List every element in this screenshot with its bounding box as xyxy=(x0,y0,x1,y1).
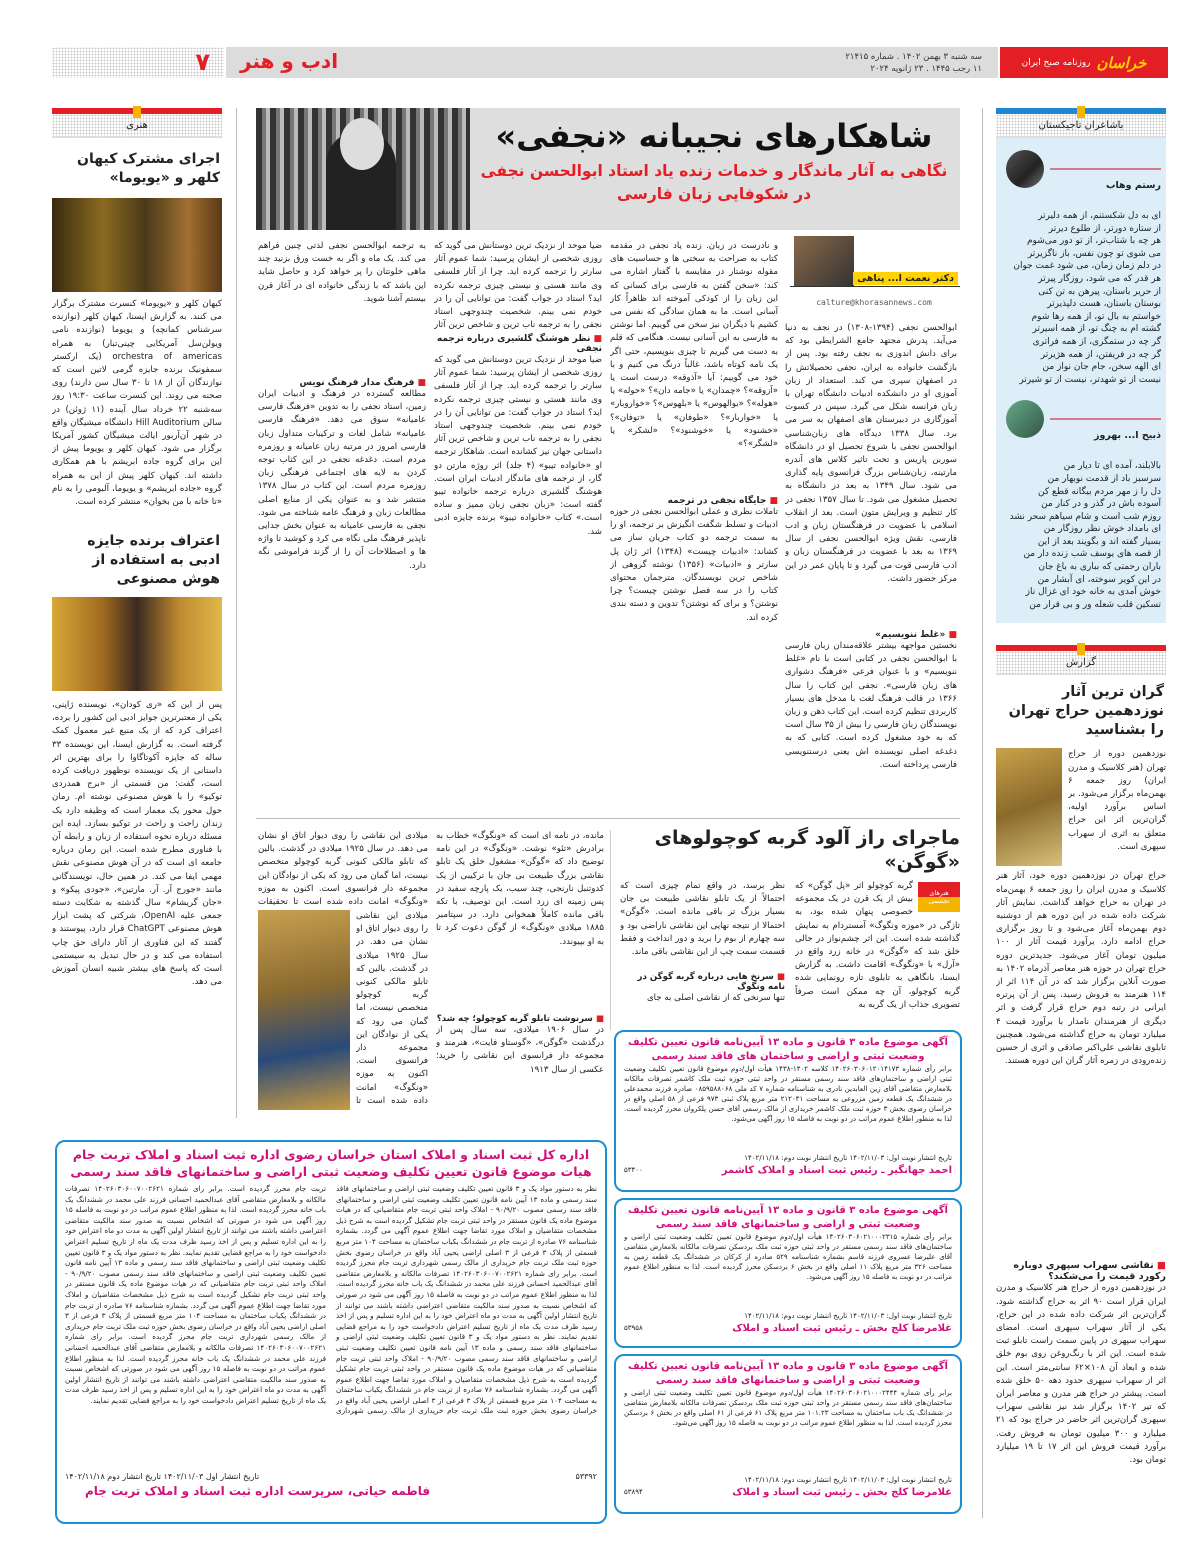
subheading: ■ سرنوشت تابلو گربه کوچولو؛ چه شد؟ xyxy=(436,1014,604,1024)
concert-image xyxy=(52,198,222,292)
column-divider xyxy=(236,108,237,1118)
poem-line: ای بامداد خوش نظر روزگار من xyxy=(1043,524,1161,535)
poem-line: سرسبز باد از قدمت نوبهار من xyxy=(1047,473,1161,484)
article-intro: نوزدهمین دوره از حراج تهران (هنر کلاسیک و مدرن ایران) روز جمعه ۶ بهمن‌ماه برگزار می‌شود. بر اساس برآورد اولیه، گران‌ترین اثر این حراج متعلق به اثری از سهراب سپهری است. xyxy=(1068,749,1166,852)
article-body: حراج تهران در نوزدهمین دوره خود، آثار هنر کلاسیک و مدرن ایران را روز جمعه ۶ بهمن‌ماه در تهران به حراج خواهد گذاشت. نمایش آثار شرکت داده شده در این دوره هم از دوشنبه دوم بهمن‌ماه آغاز می‌شود و تا روز برگزاری حراج ادامه دارد. برآورد قیمت آثار از ۱۰۰ میلیون تومان آغاز می‌شود. جدیدترین دوره حراج تهران در حوزه هنر معاصر آذرماه ۱۴۰۲ به صورت آنلاین برگزار شد که در آن ۱۱۴ اثر از ۱۱۴ هنرمند به فروش رسید. پس از آن پرتره ایرانی در رتبه دوم حراج قرار گرفت و اثر دیگری از هنرمندان نامدار با برآورد قیمت ۴ میلیارد تومان به حراج گذاشته می‌شود. همچنین تابلوی نقاشی علی‌اکبر صادقی و اثری از حسین زنده‌رودی در زمره آثار گران این دوره هستند. xyxy=(996,871,1166,1067)
legal-ad xyxy=(614,1198,962,1348)
ad-body-text: نظر به دستور مواد یک و ۳ قانون تعیین تکلیف وضعیت ثبتی اراضی و ساختمانهای فاقد سند رسمی و ماده ۱۳ آیین نامه قانون تعیین تکلیف وضعیت ثبتی اراضی و ساختمانهای فاقد سند رسمی مصوب ۹۰/۹/۲۰ - املاک واحد ثبتی تربت جام متقاضیانی که در هیات موضوع ماده یک قانون مستقر در واحد ثبتی تربت جام تشکیل گردیده است به شرح ذیل مشخصات متقاضیان و املاک مورد تقاضا جهت اطلاع عموم آگهی می گردد. بشماره شناسنامه ۷۶ صادره از تربت جام در ششدانگ یکباب ساختمان به مساحت ۱۰۴ متر مربع قسمتی از پلاک ۳ فرعی از ۳ اصلی اراضی یحیی آباد واقع در خراسان رضوی بخش حوزه ثبت ملک تربت جام خریداری از مالک رسمی شهرداری تربت جام محرز گردیده است. برابر رای شماره ۱۴۰۲۶۰۳۰۶۰۰۷۰۰۲۶۲۱ تصرفات مالکانه و بلامعارض متقاضی آقای عبدالحمید احسانی فرزند علی محمد در ششدانگ یک باب خانه محرز گردیده است. لذا به منظور اطلاع عموم مراتب در دو نوبت به فاصله ۱۵ روز آگهی می شود در صورتی که اشخاص نسبت به صدور سند مالکیت متقاضی اعتراضی داشته باشند می توانند از تاریخ انتشار اولین آگهی به مدت دو ماه اعتراض خود را به این اداره تسلیم و پس از اخذ رسید ظرف مدت یک ماه از تاریخ تسلیم اعتراض دادخواست خود را به مراجع قضایی تقدیم نمایند. xyxy=(336,1184,597,1342)
article-column: ابوالحسن نجفی (۱۳۹۴-۱۳۰۸) در نجف به دنیا می‌آید. پدرش مجتهد جامع الشرایطی بود که برای دانش اندوزی به نجف رفته بود. پس از بازگشت خانواده به ایران، نجفی تحصیلاتش را در اصفهان سپری می کند. استعداد از زبان آموزی او در دانشکده ادبیات دانشگاه تهران با زبان فرانسه شکل می گیرد. سپس در کسوت آموزگاری در دبیرستان های اصفهان به سر می برد. سال ۱۳۳۸ دیدگاه های زبان‌شناسی ابوالحسن نجفی با شروع تحصیل او در دانشگاه سوربن پاریس و تحت تاثیر کلاس های آندره مارتینه، زبان‌شناس بزرگ فرانسوی پایه گذاری می شود. سال ۱۳۴۹ به بعد در دانشگاه به تحصیل مشغول می شود. تا سال ۱۳۵۷ نجفی در کار تنظیم و ویرایش متون است. بعد از انقلاب اسلامی با عضویت در فرهنگستان زبان و ادب فارسی، نقش ویژه ابوالحسن نجفی از سال ۱۳۶۹ به بعد با عضویت در فرهنگستان زبان و ادب فارسی قوت می گیرد و تا پایان عمر در این مرکز حضور داشت. xyxy=(785,323,957,584)
legal-ad xyxy=(614,1354,962,1514)
section-bar xyxy=(52,108,222,114)
divider xyxy=(256,818,960,819)
page-number: ۷ xyxy=(195,48,210,76)
poem-line: در این کویر سوخته، ای آبشار من xyxy=(1037,574,1161,585)
poetry-section xyxy=(996,108,1166,1492)
subheading-text: نقاشی سهراب سپهری دوباره رکورد قیمت را می‌شکند؟ xyxy=(1013,1260,1166,1283)
poem-line: خوش آمدی به خانه خود ای غزال ناز xyxy=(1025,587,1161,598)
ad-signature: احمد جهانگیر ـ رئیس ثبت اسناد و املاک کاشمر xyxy=(721,1165,952,1176)
gauguin-painting-image xyxy=(258,910,350,1110)
subheading-text: سرنخ هایی درباره گربه گوگن در نامه ونگوگ xyxy=(637,972,785,992)
section-label: گزارش xyxy=(996,651,1166,675)
section-bar xyxy=(996,108,1166,114)
poet-name: رستم وهاب xyxy=(1105,180,1161,191)
legal-ad xyxy=(614,1030,962,1192)
ad-body: برابر رأی شماره ۱۴۰۲۶۰۳۰۶۰۲۱۰۰۰۲۳۱۵ هیأت اول/دوم موضوع قانون تعیین تکلیف وضعیت ثبتی اراضی و ساختمان‌های فاقد سند رسمی مستقر در واحد ثبتی حوزه ثبت ملک بردسکن تصرفات مالکانه بلامعارض متقاضی آقای علیرضا عسروی فرزند قاسم بشماره شناسنامه ۵۲۹ صادره از کرکان در ششدانگ یک قطعه زمین به مساحت ۳۲۶ متر مربع پلاک ۱۱ اصلی واقع در بخش ۶ بردسکن محرز گردیده است. لذا به منظور اطلاع عموم مراتب در دو نوبت به فاصله ۱۵ روز آگهی می‌شود. xyxy=(624,1233,952,1281)
article-column: تاملات نظری و عملی ابوالحسن نجفی در حوزه ادبیات و تسلط شگفت انگیزش بر ترجمه، او را به سمت ترجمه دو کتاب جریان ساز می کشاند: «ادبیات چیست» (۱۳۴۸) اثر ژان پل سارتر و «ادبیات» (۱۳۵۶) نوشته گروهی از شاخص ترین نویسندگان. مترجمان محتوای کتاب را در سه فصل نوشتن چیست؟ چرا نوشتن؟ و برای که نوشتن؟ تدوین و دسته بندی کرده اند. xyxy=(610,507,778,623)
feature-subtitle: نگاهی به آثار ماندگار و خدمات زنده یاد استاد ابوالحسن نجفی در شکوفایی زبان فارسی xyxy=(480,162,948,203)
poem xyxy=(1001,210,1161,386)
feature-title: شاهکارهای نجیبانه «نجفی» xyxy=(495,117,933,155)
poem-line: خواستم به بال تو، از همه رها شوم xyxy=(1031,311,1161,322)
legal-ad xyxy=(55,1140,607,1524)
ad-dates: تاریخ انتشار نوبت اول: ۱۴۰۲/۱۱/۰۳ تاریخ انتشار نوبت دوم: ۱۴۰۲/۱۱/۱۸ xyxy=(744,1154,952,1162)
poem-line: می شوی تو چون نفس، باز ناگزیرتر xyxy=(1027,248,1161,259)
ad-title: آگهی موضوع ماده ۳ قانون و ماده ۱۳ آیین‌نامه قانون تعیین تکلیف وضعیت ثبتی و اراضی و ساختمانهای فاقد سند رسمی xyxy=(628,1205,948,1230)
article-column: مطالعه گسترده در فرهنگ و ادبیات ایران زمین، استاد نجفی را به تدوین «فرهنگ فارسی عامیانه» سوق می دهد. «فرهنگ فارسی عامیانه» شامل لغات و ترکیبات متداول زبان فارسی امروز در مرتبه زبان عامیانه و روزمره مردم است. دغدغه نجفی در این کتاب توجه کردن به لایه های اجتماعی فرهنگی زبان روزمره مردم است. این کتاب در سال ۱۳۷۸ منتشر شد و به عنوان یکی از منابع اصلی مطالعات زبان و فرهنگ عامه شناخته می شود. نجفی به فارسی عامیانه به عنوان بخش جدایی ناپذیر فرهنگ ملی نگاه می کرد و کوشید تا واژه ها و اصطلاحات آن را از گزند فراموشی نگه دارد. xyxy=(258,389,426,571)
ad-title: هیات موضوع قانون تعیین تکلیف وضعیت ثبتی اراضی و ساختمانهای فاقد سند رسمی xyxy=(70,1164,592,1179)
poem-line: ای به دل شکستنم، از همه دلیرتر xyxy=(1038,211,1161,221)
category-badge xyxy=(918,882,960,912)
ad-title: آگهی موضوع ماده ۳ قانون و ماده ۱۳ آیین‌نامه قانون تعیین تکلیف وضعیت ثبتی و اراضی و ساختمانهای فاقد سند رسمی xyxy=(628,1361,948,1386)
ad-signature: غلامرضا کلج بخش ـ رئیس ثبت اسناد و املاک xyxy=(732,1323,952,1334)
poetry-box xyxy=(996,138,1166,623)
ad-code: ۵۳۹۵۸ xyxy=(624,1324,643,1332)
poem-line: تسکین قلب شعله ور و بی قرار من xyxy=(1029,599,1161,610)
ad-code: ۵۳۸۹۴ xyxy=(624,1488,643,1496)
article-column xyxy=(795,880,960,1018)
poem-line: بالابلند، آمده ای تا دیار من xyxy=(1063,461,1161,472)
author-email[interactable]: calture@khorasannews.com xyxy=(816,298,932,307)
poem-line: از حریر باستان، پیرهن به تن کنی xyxy=(1038,286,1161,297)
poem-line: هر چه با شتاب‌تر، از تو دور می‌شوم xyxy=(1026,236,1161,247)
article-column: و نادرست در زبان. زنده یاد نجفی در مقدمه کتاب به صراحت به سختی ها و حساسیت های مقوله نوشتار در مقایسه با گفتار اشاره می کند: «سخن گفتن به فارسی برای کسانی که این زبان را از کودکی آموخته اند ظاهراً کار آسانی است. ما به همان سادگی که نفس می کشیم با دیگران نیز سخن می گوییم. اما نوشتن به فارسی به این آسانی نیست. هنگامی که قلم به دست می گیریم تا چیزی بنویسیم، حتی اگر یک نامه کوتاه باشد، غالباً درنگ می کنیم و با خود می گوییم: آیا «آذوقه» درست است یا «آزوقه»؟ «چمدان» یا «جامه دان»؟ «حوله» یا «هوله»؟ «بوالهوس» یا «بلهوس»؟ «خواروبار» یا «خواربار»؟ «طوفان» یا «توفان»؟ «خشنود» یا «خوشنود»؟ «لشکر» یا «لشگر»؟» xyxy=(610,241,778,450)
poet-name: ذبیح ا... بهروز xyxy=(1094,430,1161,442)
ad-body xyxy=(65,1184,597,1470)
subheading: ■ جایگاه نجفی در ترجمه xyxy=(667,496,778,506)
article-column: تنها سرنخی که از نقاشی اصلی به جای xyxy=(646,993,785,1003)
poem-line: در دلم زمان زمان، می شود غمت جوان xyxy=(1013,261,1161,272)
poet-header xyxy=(1001,400,1161,452)
poem-line: دل را ز مهر مردم بیگانه قطع کن xyxy=(1038,486,1161,497)
poem-line: روزم شب است و شام سیاهم سحر نشد xyxy=(1009,511,1161,522)
ad-dates: تاریخ انتشار نوبت اول: ۱۴۰۲/۱۱/۰۳ تاریخ انتشار نوبت دوم: ۱۴۰۲/۱۱/۱۸ xyxy=(744,1312,952,1320)
legal-ads xyxy=(614,1030,962,1520)
article-column: مانده، در نامه ای است که «ونگوگ» خطاب به برادرش «تئو» نوشت. «ونگوگ» در این نامه توضیح داد که «گوگن» مشغول خلق یک تابلو نقاشی بزرگ طبیعت بی جان با ترکیبی از یک کدوتنبل نارنجی، چند سیب، یک پارچه سفید در پس زمینه ای زرد است. این توصیف، با تکه باقی مانده کاملاً همخوانی دارد. در سپتامبر ۱۸۸۵ میلادی «ونگوگ» از گوگن دعوت کرد تا به او بپیوندد. xyxy=(436,831,604,947)
article-column: ضیا موحد از نزدیک ترین دوستانش می گوید که روزی شخصی از ایشان پرسید: شما عموم آثار سارتر را ترجمه کرده اید. چرا از آثار فلسفی وی مانند هستی و نیستی چیزی ترجمه نکرده اید؟ استاد در جواب گفت: من توانایی آن را در خودم نمی بینم. شخصیت چندوجهی استاد نجفی را به ترجمه ناب ترین و شاخص ترین آثار داستانی جهان نیز کشانده است. شاهکار ترجمه او «خانواده تیبو» (۴ جلد) اثر روژه مارتن دو گار، از ترجمه های ماندگار ادبیات ایران است. هوشنگ گلشیری درباره ترجمه خانواده تیبو گفته است: «زبان نجفی زبان ممیز و ساده است.» کتاب «خانواده تیبو» برنده جایزه ادبی شد. xyxy=(434,355,602,537)
poet-photo xyxy=(1006,150,1044,188)
issue-date xyxy=(845,51,982,75)
poem-line: نیست از تو شهدتر، نیست از تو شیرتر xyxy=(1019,374,1161,385)
subheading: ■ فرهنگ مدار فرهنگ نویس xyxy=(299,378,426,388)
article-column: به ترجمه ابوالحسن نجفی لذتی چنین فراهم می کند. یک ماه و اگر به خست ورق بزنید چند ماهی خلوتتان را پر خواهد کرد و حاصل شاید این باشد که با زندگی خانواده ای در آغاز قرن بیستم آشنا شوید. xyxy=(258,241,426,304)
article-column: در سال ۱۹۰۶ میلادی، سه سال پس از درگذشت «گوگن»، «گوستاو فایت»، هنرمند و مجموعه دار فرانسوی این نقاشی را خرید؛ عکسی از سال ۱۹۱۳ xyxy=(436,1025,604,1075)
poem-line: از قصه های یوسف شب زنده دار من xyxy=(1023,549,1161,560)
subheading-text: «غلط ننویسیم» xyxy=(875,630,946,640)
poem-line: از ستاره دورتر، از طلوع دیرتر xyxy=(1048,223,1161,234)
author-box xyxy=(790,236,960,296)
section-title: ادب و هنر xyxy=(240,49,339,73)
column-divider xyxy=(982,108,983,1518)
poet-header xyxy=(1001,150,1161,202)
divider xyxy=(1050,168,1161,170)
arts-column xyxy=(52,108,222,1121)
subheading-text: فرهنگ مدار فرهنگ نویس xyxy=(299,378,415,388)
subheading-text: سرنوشت تابلو گربه کوچولو؛ چه شد؟ xyxy=(436,1014,593,1024)
logo-subtitle: روزنامه صبح ایران xyxy=(1021,57,1091,68)
subheading: ■ نظر هوشنگ گلشیری درباره ترجمه نجفی xyxy=(436,334,602,354)
ad-title: آگهی موضوع ماده ۳ قانون و ماده ۱۳ آیین‌نامه قانون تعیین تکلیف وضعیت ثبتی و اراضی و ساختمان های فاقد سند رسمی xyxy=(628,1037,948,1062)
ad-dates: تاریخ انتشار نوبت اول: ۱۴۰۲/۱۱/۰۳ تاریخ انتشار نوبت دوم: ۱۴۰۲/۱۱/۱۸ xyxy=(744,1476,952,1484)
article-body: کیهان کلهر و «یویوما» کنسرت مشترک برگزار می کنند. به گزارش ایسنا، کیهان کلهر (نوازنده سرشناس کمانچه) و یویوما (نوازنده نامی ویولن‌سل آمریکایی چینی‌تبار) به همراه orchestra of americas (یک ارکستر سمفونیک برنده جایزه گرمی لاتین است که نوازندگان آن از ۱۸ تا ۳۰ سال سن دارند) روی صحنه می روند. این کنسرت ساعت ۱۹:۳۰ روز سه‌شنبه ۲۲ خرداد سال آینده (۱۱ ژوئن) در سالن Hill Auditorium دانشگاه میشیگان واقع در شهر آن‌آربور ایالت میشیگان کشور آمریکا برگزار می شود. کیهان کلهر و یویوما پیش از این برای گروه جاده ابریشم با هم همکاری داشته اند. کیهان کلهر پیش از این به همراه گروه «جاده ابریشم» و یویوما، آلبومی را به نام «تا خانه با من بخوان» منتشر کرده است. xyxy=(52,299,222,508)
poem-line: هر قدر که می شود، روزگار پیرتر xyxy=(1038,273,1161,284)
feature-heading-group xyxy=(476,114,952,206)
section-label: هنری xyxy=(52,114,222,138)
logo-text: خراسان xyxy=(1096,53,1147,72)
article-body: پس از این که «ری کودان»، نویسنده ژاپنی، یکی از معتبرترین جوایز ادبی این کشور را برده، اعتراف کرد که از یک منبع غیر معمول کمک گرفته است. به گزارش ایسنا، این نویسنده ۳۳ ساله که جایزه آکوتاگاوا را برای بهترین اثر داستانی از یک نویسنده نوظهور دریافت کرده است، گفت: من قسمتی از «برج همدردی توکیو» را با هوش مصنوعی نوشته ام. رمان حول محور یک معمار است که وظیفه دارد یک زندان راحت و راحت در توکیو بسازد. ایده این مسئله درباره نحوه استفاده از زبان و رابطه آن با فناوری مطرح شده است. این رمان درباره جامعه ای است که در آن هوش مصنوعی نقش مهمی ایفا می کند. در همین حال، نویسندگانی مانند «جورج آر. آر. مارتین»، «جودی پیکو» و «جان گریشام» سال گذشته به شکایت دسته جمعی علیه OpenAI، شرکتی که پشت ابزار هوش مصنوعی ChatGPT قرار دارد، پیوستند و گفتند که این فناوری از آثار دارای حق چاپ استفاده می کند و در حال تبدیل به سیستمی است که پاسخ های بیشتر شبیه انسان آموزش می دهد. xyxy=(52,700,222,988)
poem xyxy=(1001,460,1161,611)
article-column: نظر برسد، در واقع تمام چیزی است که احتمالاً از یک تابلو نقاشی طبیعت بی جان بسیار بزرگ تر باقی مانده است. «گوگن» احتمالا از نتیجه نهایی این نقاشی ناراضی بود و سه چهارم از بوم را برید و دور انداخت و فقط قسمت سمت چپ از این نقاشی باقی ماند. xyxy=(620,881,785,958)
poet-photo xyxy=(1006,400,1044,438)
subheading-text: نظر هوشنگ گلشیری درباره ترجمه نجفی xyxy=(436,334,602,354)
article-column: میلادی این نقاشی را روی دیوار اتاق او نشان می دهد. در سال ۱۹۲۵ میلادی در گذشت. بالین که تابلو مالکی کنونی گربه کوچولو منخصص نیست، اما گمان می رود که یکی از نوادگان این مجموعه دار فرانسوی است. اکنون به موزه «ونگوگ» امانت داده شده است تا تحقیقات xyxy=(258,831,428,906)
ad-title: اداره کل ثبت اسناد و املاک استان خراسان رضوی اداره ثبت اسناد و املاک تربت جام xyxy=(72,1147,590,1162)
author-photo xyxy=(794,236,854,286)
poem-line: بسیار گفته اند و بگویند بعد از این xyxy=(1037,536,1161,547)
article-column: ضیا موحد از نزدیک ترین دوستانش می گوید که روزی شخصی از ایشان پرسید: شما عموم آثار سارتر را ترجمه کرده اید. چرا از آثار فلسفی وی مانند هستی و نیستی چیزی ترجمه نکرده اید؟ استاد در جواب گفت: من توانایی آن را در خودم نمی بینم. شخصیت چندوجهی استاد نجفی را به ترجمه ناب ترین و شاخص ترین آثار xyxy=(434,241,602,330)
section-bar xyxy=(996,645,1166,651)
ad-body-text: نظر به دستور مواد یک و ۳ قانون تعیین تکلیف وضعیت ثبتی اراضی و ساختمانهای فاقد سند رسمی و ماده ۱۳ آیین نامه قانون تعیین تکلیف وضعیت ثبتی اراضی و ساختمانهای فاقد سند رسمی مصوب ۹۰/۹/۲۰ - املاک واحد ثبتی تربت جام متقاضیانی که در هیات موضوع ماده یک قانون مستقر در واحد ثبتی تربت جام تشکیل گردیده است به شرح ذیل مشخصات متقاضیان و املاک مورد تقاضا جهت اطلاع عموم آگهی می گردد. بشماره شناسنامه ۷۶ صادره از تربت جام در ششدانگ یکباب ساختمان به مساحت ۱۰۴ متر مربع قسمتی از پلاک ۳ فرعی از ۳ اصلی اراضی یحیی آباد واقع در خراسان رضوی بخش حوزه ثبت ملک تربت جام خریداری از مالک رسمی شهرداری تربت جام محرز گردیده است. برابر رای شماره ۱۴۰۲۶۰۳۰۶۰۰۷۰۰۲۶۲۱ تصرفات مالکانه و بلامعارض متقاضی آقای عبدالحمید احسانی فرزند علی محمد در ششدانگ یک باب خانه محرز گردیده است. لذا به منظور اطلاع عموم مراتب در دو نوبت به فاصله ۱۵ روز آگهی می شود در صورتی که اشخاص نسبت به صدور سند مالکیت متقاضی اعتراضی داشته باشند می توانند از تاریخ انتشار اولین آگهی به مدت دو ماه اعتراض خود را به این اداره تسلیم و پس از اخذ رسید ظرف مدت یک ماه از تاریخ تسلیم اعتراض دادخواست خود را به مراجع قضایی تقدیم نمایند. xyxy=(65,1184,597,1416)
ad-code: ۵۳۳۹۲ xyxy=(575,1472,597,1481)
poem-line: ای الهه سخن، جام جان نواز من xyxy=(1042,362,1161,373)
newspaper-logo[interactable] xyxy=(1000,47,1168,78)
feature-header xyxy=(256,108,960,230)
subheading: ■ سرنخ هایی درباره گربه گوگن در نامه ونگوگ xyxy=(637,972,785,992)
date-line-1: سه شنبه ۳ بهمن ۱۴۰۲ . شماره ۲۱۴۱۵ xyxy=(845,52,982,62)
painting-image xyxy=(996,748,1062,866)
subheading: ■ نقاشی سهراب سپهری دوباره رکورد قیمت را می‌شکند؟ xyxy=(1013,1260,1166,1283)
article-body: در نوزدهمین دوره از حراج هنر کلاسیک و مدرن ایران قرار است ۹۰ اثر به حراج گذاشته شود. گران‌ترین اثر شرکت داده شده در این حراج، یکی از آثار سهراب سپهری است. امضای سهراب سپهری در پایین سمت راست تابلو ثبت شده است. این اثر با رنگ‌روغن روی بوم خلق شده و ابعاد آن ۱۰۸×۶۲ سانتی‌متر است. این اثر از سهراب سپهری حدود دهه ۵۰ خلق شده است. پیشتر در حراج هنر مدرن و معاصر ایران که تیر ۱۴۰۲ برگزار شد نیز نقاشی سهراب سپهری گران‌ترین اثر حاضر در حراج بود که ۲۱ میلیارد و ۳۰۰ میلیون تومان به فروش رفت. برآورد قیمت فروش این اثر ۱۷ تا ۱۹ میلیارد تومان بود. xyxy=(996,1283,1166,1466)
ad-body: برابر رأی شماره ۱۴۰۲۶۰۳۰۶۰۲۱۰۰۰۲۴۴۴ هیأت اول/دوم موضوع قانون تعیین تکلیف وضعیت ثبتی اراضی و ساختمان‌های فاقد سند رسمی مستقر در واحد ثبتی حوزه ثبت ملک بردسکن تصرفات مالکانه بلامعارض متقاضی در ششدانگ یک باب ساختمان به مساحت ۱۰۱.۲۳ متر مربع پلاک ۶۱ فرعی از ۶۱ اصلی واقع در بخش ۶ بردسکن محرز گردیده است. لذا به منظور اطلاع عموم مراتب در دو نوبت به فاصله ۱۵ روز آگهی می‌شود. xyxy=(624,1389,952,1427)
poem-line: باران رحمتی که بباری به باغ جان xyxy=(1038,562,1161,573)
subheading: ■ «غلط ننویسیم» xyxy=(875,630,957,640)
poem-line: بوستان باستان، هست دلپذیرتر xyxy=(1047,299,1161,310)
poem-line: گر چه در فریفتن، از همه هژیرتر xyxy=(1040,349,1161,360)
header-bar xyxy=(226,47,998,78)
poem-line: آسوده باش در گذر و در کنار من xyxy=(1041,499,1161,510)
ad-dates: تاریخ انتشار اول ۱۴۰۲/۱۱/۰۳ تاریخ انتشار دوم ۱۴۰۲/۱۱/۱۸ xyxy=(65,1472,260,1481)
ad-signature: فاطمه حیاتی، سرپرست اداره ثبت اسناد و املاک تربت جام xyxy=(85,1484,431,1498)
date-line-2: ۱۱ رجب ۱۴۴۵ . ۲۳ ژانویه ۲۰۲۴ xyxy=(870,64,982,74)
article-title: اجرای مشترک کیهان کلهر و «یویوما» xyxy=(77,151,220,186)
article-column-text: گربه کوچولو اثر «پل گوگن» که بیش از یک قرن در یک مجموعه خصوصی پنهان شده بود، به تازگی در «موزه ونگوگ» آمستردام به نمایش گذاشته شده است. این اثر چشم‌نواز در حالی خلق شد که «گوگن» در خانه زرد واقع در «آرل» با «ونگوگ» اقامت داشت. به گزارش ایسنا، بانگاهی به تابلوی تازه رونمایی شده گربه کوچولو، آن چه ممکن است صرفاً تصویری جذاب از یک گربه به xyxy=(795,881,960,1010)
author-portrait-image xyxy=(256,108,470,230)
article-title: اعتراف برنده جایزه ادبی به استفاده از هوش مصنوعی xyxy=(87,533,220,587)
author-name: دکتر نعمت ا... پناهی xyxy=(853,272,958,285)
ad-body-text: نظر به دستور مواد یک و ۳ قانون تعیین تکلیف وضعیت ثبتی اراضی و ساختمانهای فاقد سند رسمی و ماده ۱۳ آیین نامه قانون تعیین تکلیف وضعیت ثبتی اراضی و ساختمانهای فاقد سند رسمی مصوب ۹۰/۹/۲۰ - املاک واحد ثبتی تربت جام متقاضیانی که در هیات موضوع ماده یک قانون مستقر در واحد ثبتی تربت جام تشکیل گردیده است به شرح ذیل مشخصات متقاضیان و املاک مورد تقاضا جهت اطلاع عموم آگهی می گردد. بشماره شناسنامه ۷۶ صادره از تربت جام در ششدانگ یکباب ساختمان به مساحت ۱۰۴ متر مربع قسمتی از پلاک ۳ فرعی از ۳ اصلی اراضی یحیی آباد واقع در خراسان رضوی بخش حوزه ثبت ملک تربت جام خریداری از مالک رسمی شهرداری تربت جام محرز گردیده است. برابر رای شماره ۱۴۰۲۶۰۳۰۶۰۰۷۰۰۲۶۲۱ تصرفات مالکانه و بلامعارض متقاضی آقای عبدالحمید احسانی فرزند علی محمد در ششدانگ یک باب خانه محرز گردیده است. لذا به منظور اطلاع عموم مراتب در دو نوبت به فاصله ۱۵ روز آگهی می شود در صورتی که اشخاص نسبت به صدور سند مالکیت متقاضی اعتراضی داشته باشند می توانند از تاریخ انتشار اولین آگهی به مدت دو ماه اعتراض خود را به این اداره تسلیم و پس از اخذ رسید ظرف مدت یک ماه از تاریخ تسلیم اعتراض دادخواست خود را به مراجع قضایی تقدیم نمایند. xyxy=(65,1247,326,1405)
page-number-box xyxy=(52,47,224,78)
poem-line: گر چه در ستمگری، از همه فراتری xyxy=(1032,336,1161,347)
ad-body: برابر رأی شماره ۱۴۰۲۶۰۳۰۶۰۱۲۰۱۴۱۷۳ کلاسه ۱۴۰۲-۱۴۳۸ هیأت اول/دوم موضوع قانون تعیین تکلیف وضعیت ثبتی اراضی و ساختمان‌های فاقد سند رسمی مستقر در واحد ثبتی حوزه ثبت ملک کاشمر تصرفات مالکانه بلامعارض متقاضی آقای زین العابدین نادری به شناسنامه شماره ۷ کد ملی ۰۸۵۹۵۸۸۰۶۸ صادره فرزند محمدعلی در ششدانگ یک قطعه زمین مزروعی به مساحت ۲۱۲۰۳۱ متر مربع پلاک ثبتی ۹۷۳ فرعی از ۵۸ اصلی واقع در خراسان رضوی بخش ۳ حوزه ثبت ملک کاشمر خریداری از مالک رسمی آقای حسن پلکروان محرز گردیده است. لذا به منظور اطلاع عموم مراتب در دو نوبت به فاصله ۱۵ روز آگهی می‌شود. xyxy=(624,1065,952,1123)
article-column: میلادی این نقاشی را روی دیوار اتاق او نشان می دهد. در سال ۱۹۲۵ میلادی در گذشت. بالین که تابلو مالکی کنونی گربه کوچولو منخصص نیست، اما گمان می رود که یکی از نوادگان این مجموعه دار فرانسوی است. اکنون به موزه «ونگوگ» امانت داده شده است تا xyxy=(356,911,428,1106)
article-title: گران ترین آثار نوزدهمین حراج تهران را بشناسید xyxy=(1008,684,1164,739)
subheading-text: جایگاه نجفی در ترجمه xyxy=(667,496,767,506)
ad-signature: غلامرضا کلج بخش ـ رئیس ثبت اسناد و املاک xyxy=(732,1487,952,1498)
ad-code: ۵۳۴۰۰ xyxy=(624,1166,643,1174)
section-label: باشاعران تاجیکستان xyxy=(996,114,1166,138)
divider xyxy=(1050,418,1161,420)
badge-text: هنرهای تجسمی xyxy=(928,889,950,905)
article-column: نخستین مواجهه بیشتر علاقه‌مندان زبان فارسی با ابوالحسن نجفی در کتابی است با نام «غلط ننویسیم» و با عنوان فرعی «فرهنگ دشواری های زبان فارسی». نجفی این کتاب را سال ۱۳۶۶ در قالب فرهنگ لغت با مدخل های بسیار کاربردی تنظیم کرده است. این کتاب ذهن و زبان نویسندگان زبان فارسی را بیش از ۳۵ سال است که به خود مشغول کرده است. کتابی که به دغدغه اصلی نویسنده اش یعنی درستنویسی فارسی پرداخته است. xyxy=(785,641,957,770)
article-title: ماجرای راز آلود گربه کوچولوهای «گوگن» xyxy=(654,827,960,873)
poem-line: گشته ام به چنگ تو، از همه اسیرتر xyxy=(1032,324,1161,335)
author-image xyxy=(52,597,222,691)
